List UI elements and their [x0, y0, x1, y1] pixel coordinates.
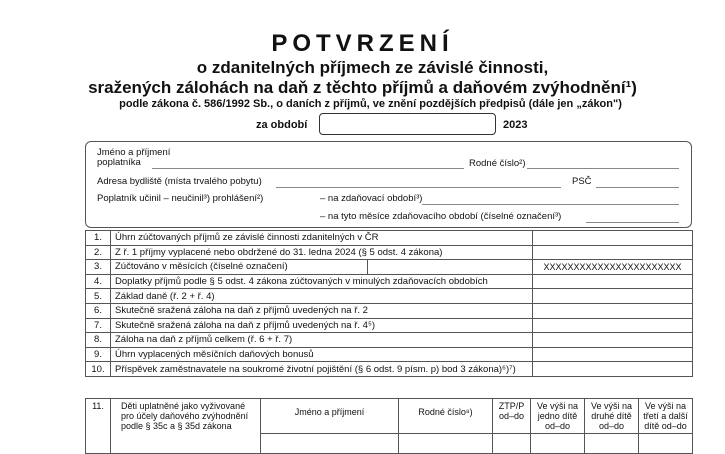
declaration-period-label: – na zdaňovací období³)	[320, 193, 423, 204]
col-second-child: Ve výši na druhé dítě od–do	[585, 399, 639, 434]
months-value-cell[interactable]	[368, 260, 533, 275]
income-row	[86, 333, 693, 348]
form-subtitle-2: sražených zálohách na daň z těchto příjmů a daňovém zvýhodnění¹)	[88, 78, 637, 97]
income-row	[86, 231, 693, 246]
row-value-cell[interactable]	[533, 245, 693, 260]
row-label: Z ř. 1 příjmy vyplacené nebo obdržené do 31. ledna 2024 (§ 5 odst. 4 zákona)	[111, 245, 533, 260]
row-value-cell[interactable]	[533, 274, 693, 289]
row-number: 6.	[86, 303, 111, 318]
psc-field[interactable]	[596, 187, 679, 188]
row-number: 2.	[86, 245, 111, 260]
declaration-label: Poplatník učinil – neučinil³) prohlášení²)	[97, 193, 264, 204]
row-11-number: 11.	[86, 399, 111, 454]
form-title: POTVRZENÍ	[271, 30, 454, 57]
row-number: 3.	[86, 260, 111, 275]
income-row	[86, 362, 693, 377]
row-value-cell[interactable]	[533, 231, 693, 246]
row-number: 1.	[86, 231, 111, 246]
col-first-child: Ve výši na jedno dítě od–do	[531, 399, 585, 434]
row-value-cell[interactable]	[533, 303, 693, 318]
period-label: za období	[256, 119, 308, 131]
name-label-line2: poplatníka	[97, 157, 141, 168]
name-label-line1: Jméno a příjmení	[97, 147, 171, 158]
col-third-child: Ve výši na třetí a další dítě od–do	[639, 399, 693, 434]
crossed-out-cell: XXXXXXXXXXXXXXXXXXXXXXX	[533, 260, 693, 275]
row-value-cell[interactable]	[533, 347, 693, 362]
col-child-name: Jméno a příjmení	[261, 399, 399, 434]
col-child-birth-number: Rodné číslo⁸)	[399, 399, 493, 434]
period-year: 2023	[503, 119, 528, 131]
row-label: Doplatky příjmů podle § 5 odst. 4 zákona zúčtovaných v minulých zdaňovacích obdobích	[111, 274, 533, 289]
row-label: Skutečně sražená záloha na daň z příjmů uvedených na ř. 2	[111, 303, 533, 318]
address-label: Adresa bydliště (místa trvalého pobytu)	[97, 176, 262, 187]
row-number: 10.	[86, 362, 111, 377]
row-label: Zúčtováno v měsících (číselné označení)	[111, 260, 368, 275]
row-number: 8.	[86, 333, 111, 348]
birth-number-label: Rodné číslo²)	[469, 158, 526, 169]
psc-label: PSČ	[572, 176, 592, 187]
children-label: Děti uplatněné jako vyživované pro účely daňového zvýhodnění podle § 35c a § 35d zákona	[111, 399, 261, 454]
row-value-cell[interactable]	[533, 362, 693, 377]
birth-number-field[interactable]	[527, 168, 679, 169]
row-label: Základ daně (ř. 2 + ř. 4)	[111, 289, 533, 304]
income-row	[86, 289, 693, 304]
taxpayer-info-box	[85, 141, 692, 228]
declaration-months-field[interactable]	[586, 222, 679, 223]
row-label: Úhrn vyplacených měsíčních daňových bonusů	[111, 347, 533, 362]
form-subtitle-1: o zdanitelných příjmech ze závislé činnosti,	[196, 58, 549, 77]
row-label: Záloha na daň z příjmů celkem (ř. 6 + ř. 7)	[111, 333, 533, 348]
row-value-cell[interactable]	[533, 289, 693, 304]
row-number: 9.	[86, 347, 111, 362]
income-row	[86, 318, 693, 333]
declaration-period-field[interactable]	[422, 204, 679, 205]
income-row	[86, 245, 693, 260]
col-ztp: ZTP/P od–do	[493, 399, 531, 434]
income-row	[86, 347, 693, 362]
income-row	[86, 274, 693, 289]
form-legal-reference: podle zákona č. 586/1992 Sb., o daních z příjmů, ve znění pozdějších předpisů (dále jen „zákon")	[119, 98, 622, 110]
row-number: 7.	[86, 318, 111, 333]
row-value-cell[interactable]	[533, 333, 693, 348]
row-label: Příspěvek zaměstnavatele na soukromé životní pojištění (§ 6 odst. 9 písm. p) bod 3 zákona)⁶)⁷)	[111, 362, 533, 377]
income-row	[86, 303, 693, 318]
row-number: 5.	[86, 289, 111, 304]
row-label: Skutečně sražená záloha na daň z příjmů uvedených na ř. 4⁵)	[111, 318, 533, 333]
row-value-cell[interactable]	[533, 318, 693, 333]
declaration-months-label: – na tyto měsíce zdaňovacího období (číselné označení³)	[320, 211, 562, 222]
income-row	[86, 260, 693, 275]
name-field[interactable]	[152, 168, 464, 169]
row-label: Úhrn zúčtovaných příjmů ze závislé činnosti zdanitelných v ČR	[111, 231, 533, 246]
period-input[interactable]	[319, 113, 496, 135]
row-number: 4.	[86, 274, 111, 289]
income-table	[85, 230, 693, 377]
children-table	[85, 398, 693, 454]
address-field[interactable]	[276, 187, 561, 188]
